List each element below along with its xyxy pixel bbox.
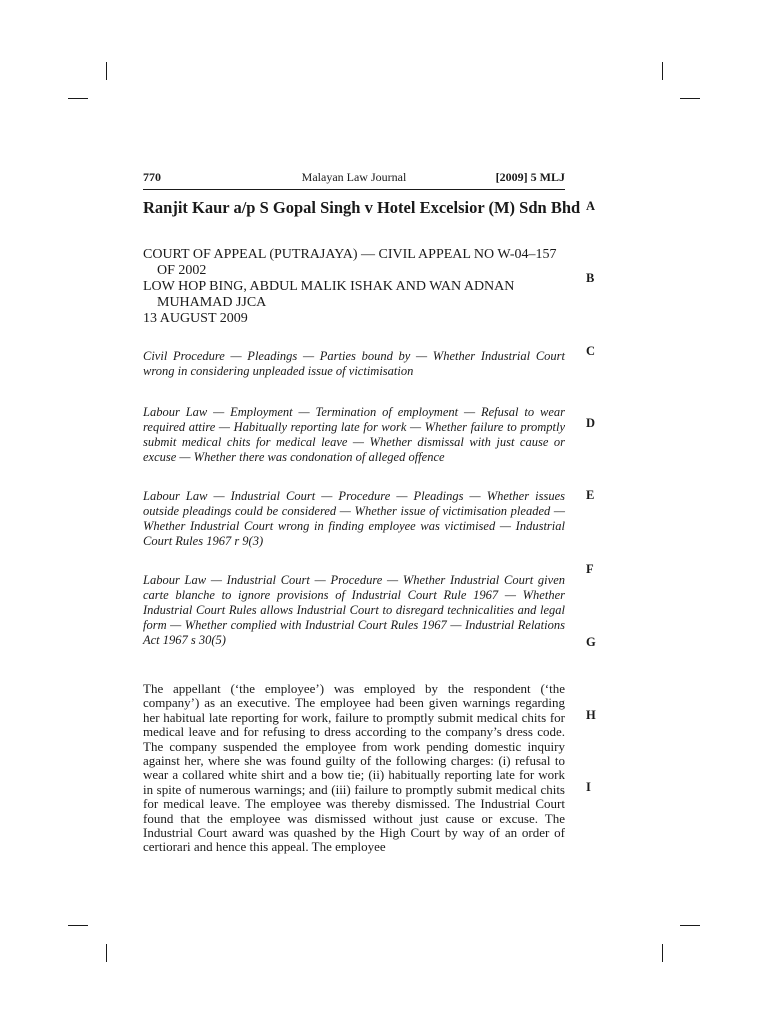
crop-mark-top-left-vertical — [106, 62, 107, 80]
crop-mark-bottom-left-horizontal — [68, 925, 88, 926]
case-title: Ranjit Kaur a/p S Gopal Singh v Hotel Excelsior (M) Sdn Bhd — [143, 198, 581, 217]
header-rule — [143, 189, 565, 190]
journal-citation: [2009] 5 MLJ — [495, 170, 565, 184]
margin-letter: G — [586, 635, 596, 649]
crop-mark-top-left-horizontal — [68, 98, 88, 99]
margin-letter: I — [586, 780, 591, 794]
crop-mark-bottom-right-vertical — [662, 944, 663, 962]
crop-mark-top-right-vertical — [662, 62, 663, 80]
catchword-paragraph: Labour Law — Industrial Court — Procedure — Whether Industrial Court given carte blanche to ignore provisions of Industrial Court Rule 1967 — Whether Industrial Court Rules allows Industrial Court to disregard technicalities and legal form — Whether complied with Industrial Court Rules 1967 — Industrial Relations Act 1967 s 30(5) — [143, 573, 565, 647]
margin-letter: H — [586, 708, 596, 722]
catchword-paragraph: Labour Law — Industrial Court — Procedure — Pleadings — Whether issues outside pleadings could be considered — Whether issue of victimisation pleaded — Whether Industrial Court wrong in finding employee was victimised — Industrial Court Rules 1967 r 9(3) — [143, 489, 565, 548]
margin-letter: D — [586, 416, 596, 430]
court-info — [143, 247, 565, 327]
crop-mark-bottom-left-vertical — [106, 944, 107, 962]
journal-name: Malayan Law Journal — [301, 170, 407, 184]
margin-letter: F — [586, 562, 594, 576]
page-number: 770 — [143, 170, 161, 184]
catchword-paragraph: Labour Law — Employment — Termination of employment — Refusal to wear required attire — Habitually reporting late for work — Whether failure to promptly submit medical chits for medical leave — Whether dismissal with just cause or excuse — Whether there was condonation of alleged offence — [143, 405, 565, 464]
decision-date: 13 AUGUST 2009 — [143, 311, 248, 326]
running-header — [143, 170, 565, 186]
court-line: COURT OF APPEAL (PUTRAJAYA) — CIVIL APPEAL NO W-04–157 OF 2002 — [143, 247, 557, 278]
margin-letter: B — [586, 271, 595, 285]
margin-letter: C — [586, 344, 596, 358]
crop-mark-bottom-right-horizontal — [680, 925, 700, 926]
margin-letter: E — [586, 488, 595, 502]
crop-mark-top-right-horizontal — [680, 98, 700, 99]
catchword-paragraph: Civil Procedure — Pleadings — Parties bound by — Whether Industrial Court wrong in considering unpleaded issue of victimisation — [143, 349, 565, 378]
judges-line: LOW HOP BING, ABDUL MALIK ISHAK AND WAN ADNAN MUHAMAD JJCA — [143, 279, 515, 310]
margin-letter: A — [586, 199, 596, 213]
headnote-body: The appellant (‘the employee’) was employed by the respondent (‘the company’) as an executive. The employee had been given warnings regarding her habitual late reporting for work, failure to promptly submit medical chits for medical leave and for refusing to dress according to the company’s dress code. The company suspended the employee from work pending domestic inquiry against her, where she was found guilty of the following charges: (i) refusal to wear a collared white shirt and a bow tie; (ii) habitually reporting late for work in spite of numerous warnings; and (iii) failure to promptly submit medical chits for medical leave. The employee was thereby dismissed. The Industrial Court found that the employee was dismissed without just cause or excuse. The Industrial Court award was quashed by the High Court by way of an order of certiorari and hence this appeal. The employee — [143, 681, 565, 855]
